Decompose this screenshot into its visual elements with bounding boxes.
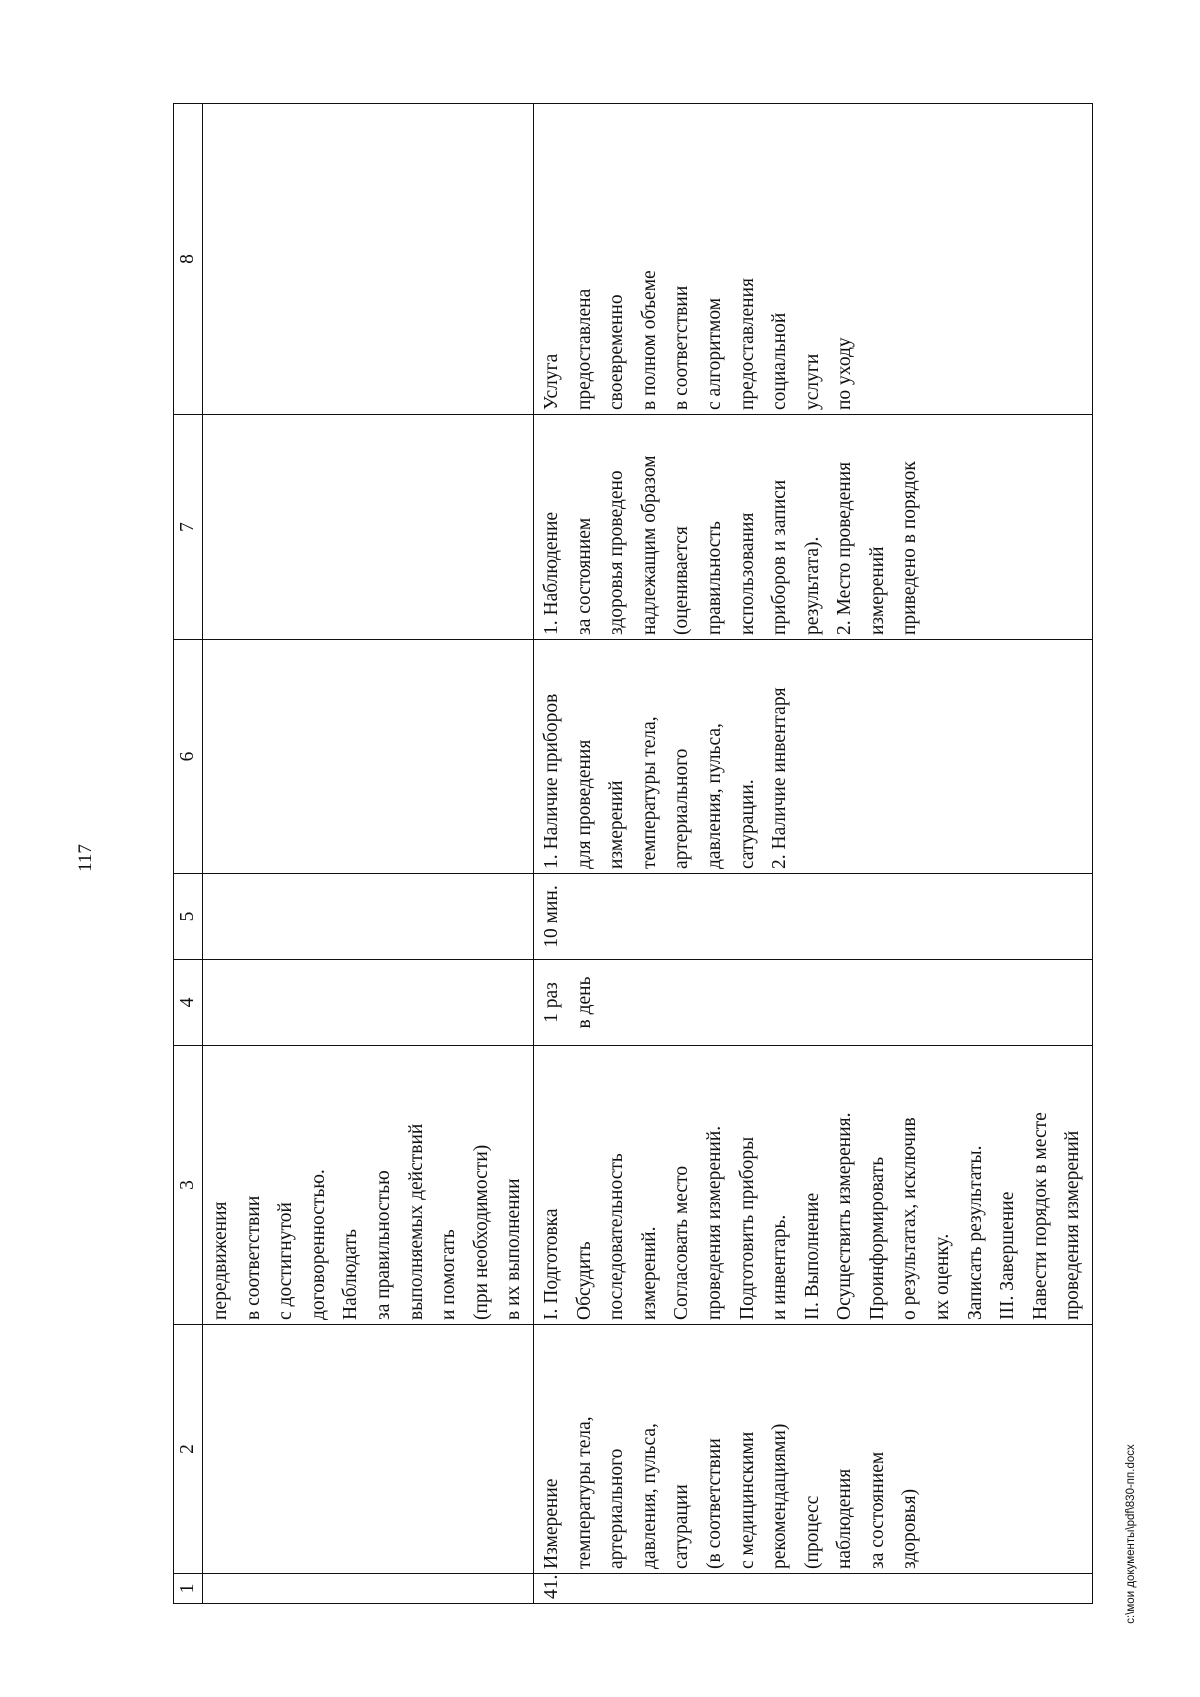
- conditions-cell: [533, 640, 1092, 874]
- text-line: приборов и записи: [769, 479, 791, 635]
- service-name-cell: [533, 1325, 1092, 1574]
- text-line: измерений: [606, 780, 628, 869]
- table-cell: [203, 960, 534, 1046]
- table-cell: [203, 104, 534, 415]
- row-number-cell: 41.: [533, 1574, 1092, 1604]
- text-line: 1. Наличие приборов: [540, 693, 562, 869]
- text-line: и помогать: [438, 1229, 460, 1320]
- text-line: социальной: [769, 312, 791, 410]
- text-line: (процесс: [801, 1495, 823, 1569]
- text-line: III. Завершение: [997, 1191, 1019, 1320]
- text-line: передвижения: [210, 1201, 231, 1320]
- text-line: их оценку.: [932, 1233, 954, 1320]
- table-row: [533, 104, 1092, 1604]
- text-line: 1. Наблюдение: [540, 511, 562, 635]
- text-line: для проведения: [573, 739, 595, 869]
- service-actions-cell: [533, 1046, 1092, 1325]
- text-line: с достигнутой: [275, 1202, 297, 1320]
- text-line: измерений: [866, 546, 888, 635]
- text-line: в день: [573, 976, 595, 1029]
- text-line: артериального: [606, 1448, 628, 1569]
- header-cell: 3: [174, 1046, 203, 1325]
- text-line: (в соответствии: [703, 1438, 725, 1569]
- text-line: (при необходимости): [470, 1144, 492, 1320]
- text-line: II. Выполнение: [801, 1192, 823, 1320]
- text-line: предоставлена: [573, 288, 595, 410]
- text-line: здоровья проведено: [606, 470, 628, 635]
- text-line: Согласовать место: [671, 1165, 693, 1320]
- text-line: 1 раз: [540, 982, 562, 1023]
- text-line: договоренностью.: [307, 1169, 329, 1320]
- text-line: сатурации.: [736, 779, 758, 869]
- table-cell: [203, 640, 534, 874]
- rotated-table-container: [173, 104, 1084, 1604]
- text-line: в соответствии: [242, 1195, 264, 1320]
- text-line: своевременно: [606, 294, 628, 410]
- result-cell: [533, 104, 1092, 415]
- text-line: 2. Место проведения: [834, 461, 856, 635]
- text-line: проведения измерений: [1062, 1130, 1084, 1320]
- text-line: в их выполнении: [503, 1178, 525, 1320]
- quality-cell: [533, 415, 1092, 640]
- continuation-actions-cell: [203, 1046, 534, 1325]
- header-cell: 1: [174, 1574, 203, 1604]
- text-line: Наблюдать: [340, 1229, 362, 1320]
- text-line: температуры тела,: [638, 716, 660, 869]
- header-cell: 6: [174, 640, 203, 874]
- text-line: использования: [736, 512, 758, 635]
- text-line: результата).: [801, 536, 823, 635]
- text-line: с алгоритмом: [703, 297, 725, 410]
- text-line: Услуга: [540, 353, 562, 410]
- text-line: артериального: [671, 748, 693, 869]
- text-line: давления, пульса,: [703, 723, 725, 869]
- text-line: с медицинскими: [736, 1431, 758, 1569]
- header-cell: 5: [174, 874, 203, 960]
- text-line: и инвентарь.: [769, 1214, 791, 1320]
- services-table: [173, 103, 1093, 1604]
- table-cell: [203, 874, 534, 960]
- time-cell: [533, 874, 1092, 960]
- table-cell: [203, 415, 534, 640]
- text-line: в полном объеме: [638, 270, 660, 410]
- text-line: Записать результаты.: [964, 1145, 986, 1320]
- text-line: выполняемых действий: [405, 1123, 427, 1320]
- header-cell: 7: [174, 415, 203, 640]
- text-line: (оценивается: [671, 526, 693, 635]
- text-line: за состоянием: [573, 517, 595, 635]
- header-cell: 4: [174, 960, 203, 1046]
- frequency-cell: [533, 960, 1092, 1046]
- text-line: Навести порядок в месте: [1029, 1112, 1051, 1320]
- text-line: Измерение: [540, 1478, 562, 1569]
- text-line: измерений.: [638, 1226, 660, 1320]
- text-line: за правильностью: [372, 1170, 394, 1320]
- header-row: [174, 104, 203, 1604]
- text-line: правильность: [703, 521, 725, 635]
- text-line: в соответствии: [671, 285, 693, 410]
- text-line: I. Подготовка: [540, 1208, 562, 1320]
- text-line: рекомендациями): [769, 1423, 791, 1569]
- table-cell: [203, 1574, 534, 1604]
- text-line: надлежащим образом: [638, 455, 660, 635]
- text-line: приведено в порядок: [899, 461, 921, 635]
- text-line: по уходу: [834, 337, 856, 410]
- text-line: предоставления: [736, 278, 758, 410]
- header-cell: 8: [174, 104, 203, 415]
- text-line: за состоянием: [866, 1451, 888, 1569]
- text-line: о результатах, исключив: [899, 1117, 921, 1320]
- text-line: 2. Наличие инвентаря: [769, 687, 791, 869]
- text-line: Осуществить измерения.: [834, 1112, 856, 1320]
- text-line: здоровья): [899, 1488, 921, 1569]
- table-cell: [203, 1325, 534, 1574]
- continuation-row: [203, 104, 534, 1604]
- text-line: Обсудить: [573, 1241, 595, 1320]
- text-line: Проинформировать: [866, 1156, 888, 1320]
- footer-file-path: c:\мои документы\pdf\830-пп.docx: [1125, 1444, 1137, 1624]
- text-line: услуги: [801, 353, 823, 410]
- text-line: Подготовить приборы: [736, 1136, 758, 1320]
- text-line: сатурации: [671, 1484, 693, 1569]
- text-line: проведения измерений.: [703, 1125, 725, 1320]
- text-line: 10 мин.: [540, 885, 562, 948]
- text-line: последовательность: [606, 1153, 628, 1320]
- text-line: температуры тела,: [573, 1416, 595, 1569]
- text-line: наблюдения: [834, 1468, 856, 1569]
- text-line: давления, пульса,: [638, 1423, 660, 1569]
- page-number: 117: [75, 844, 96, 872]
- header-cell: 2: [174, 1325, 203, 1574]
